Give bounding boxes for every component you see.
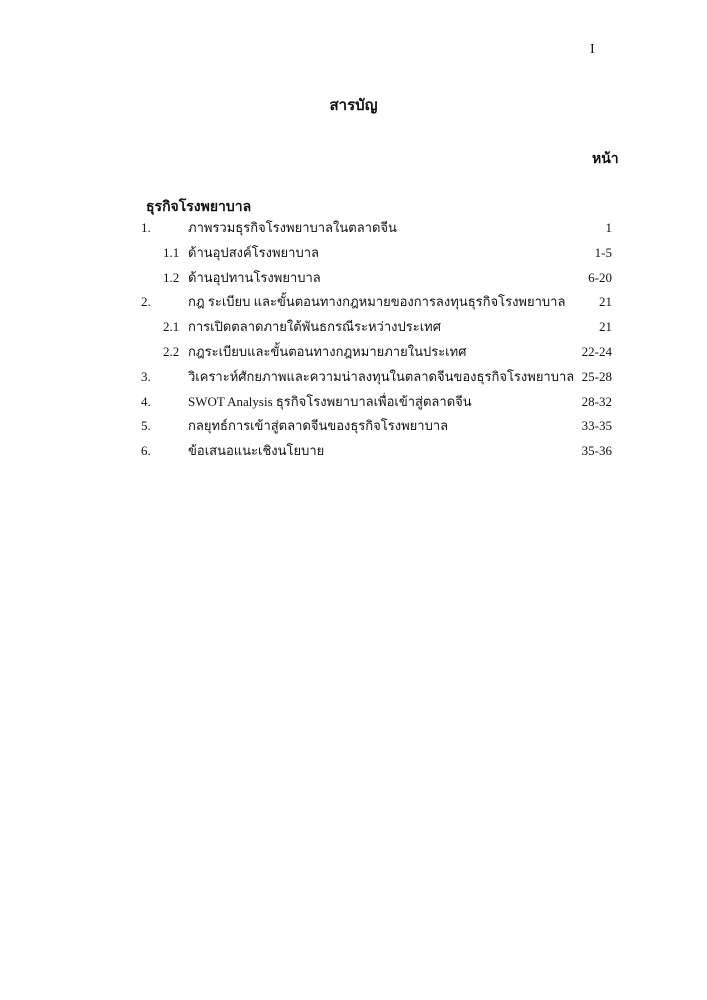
toc-entry-page: 6-20	[588, 269, 612, 285]
toc-entry-title: วิเคราะห์ศักยภาพและความน่าลงทุนในตลาดจีนของธุรกิจโรงพยาบาล	[188, 368, 575, 384]
toc-entry-page: 35-36	[581, 443, 612, 459]
toc-entry-page: 22-24	[581, 343, 612, 359]
toc-entry-number: 6.	[141, 443, 151, 459]
toc-entry-5	[0, 417, 707, 442]
toc-entry-2-1	[0, 318, 707, 343]
toc-entry-1	[0, 219, 707, 244]
toc-entry-number: 1.2	[163, 269, 180, 285]
toc-entry-title: ด้านอุปทานโรงพยาบาล	[188, 269, 321, 285]
toc-entry-1-2	[0, 269, 707, 294]
toc-entry-number: 2.2	[163, 343, 180, 359]
toc-entry-number: 4.	[141, 393, 151, 409]
toc-entry-number: 1.	[141, 220, 151, 235]
page-column-header: หน้า	[592, 152, 619, 167]
toc-entry-page: 25-28	[581, 368, 612, 384]
page-number: I	[590, 42, 595, 57]
toc-entry-1-1	[0, 244, 707, 269]
toc-entry-title: ด้านอุปสงค์โรงพยาบาล	[188, 244, 319, 260]
table-of-contents	[0, 219, 707, 467]
toc-entry-4	[0, 393, 707, 418]
page-title: สารบัญ	[329, 98, 378, 114]
toc-entry-title: กลยุทธ์การเข้าสู่ตลาดจีนของธุรกิจโรงพยาบาล	[188, 418, 449, 434]
toc-entry-number: 5.	[141, 418, 151, 434]
toc-entry-title: กฎระเบียบและขั้นตอนทางกฎหมายภายในประเทศ	[188, 343, 467, 359]
toc-entry-title: กฎ ระเบียบ และขั้นตอนทางกฎหมายของการลงทุนธุรกิจโรงพยาบาล	[188, 294, 566, 310]
toc-entry-page: 21	[599, 294, 612, 310]
toc-entry-page: 33-35	[581, 418, 612, 434]
toc-entry-page: 1	[605, 220, 612, 235]
toc-entry-title: SWOT Analysis ธุรกิจโรงพยาบาลเพื่อเข้าสู่ตลาดจีน	[188, 393, 472, 409]
toc-entry-2	[0, 293, 707, 318]
toc-entry-3	[0, 368, 707, 393]
toc-entry-number: 2.	[141, 294, 151, 310]
toc-entry-6	[0, 442, 707, 467]
toc-entry-number: 1.1	[163, 244, 180, 260]
toc-entry-title: การเปิดตลาดภายใต้พันธกรณีระหว่างประเทศ	[188, 319, 441, 335]
toc-entry-page: 21	[599, 319, 612, 335]
toc-entry-page: 28-32	[581, 393, 612, 409]
section-heading: ธุรกิจโรงพยาบาล	[146, 200, 252, 215]
toc-entry-number: 2.1	[163, 319, 180, 335]
toc-entry-number: 3.	[141, 368, 151, 384]
toc-entry-title: ภาพรวมธุรกิจโรงพยาบาลในตลาดจีน	[188, 220, 397, 235]
toc-entry-title: ข้อเสนอแนะเชิงนโยบาย	[188, 443, 325, 459]
toc-entry-2-2	[0, 343, 707, 368]
toc-entry-page: 1-5	[594, 244, 612, 260]
